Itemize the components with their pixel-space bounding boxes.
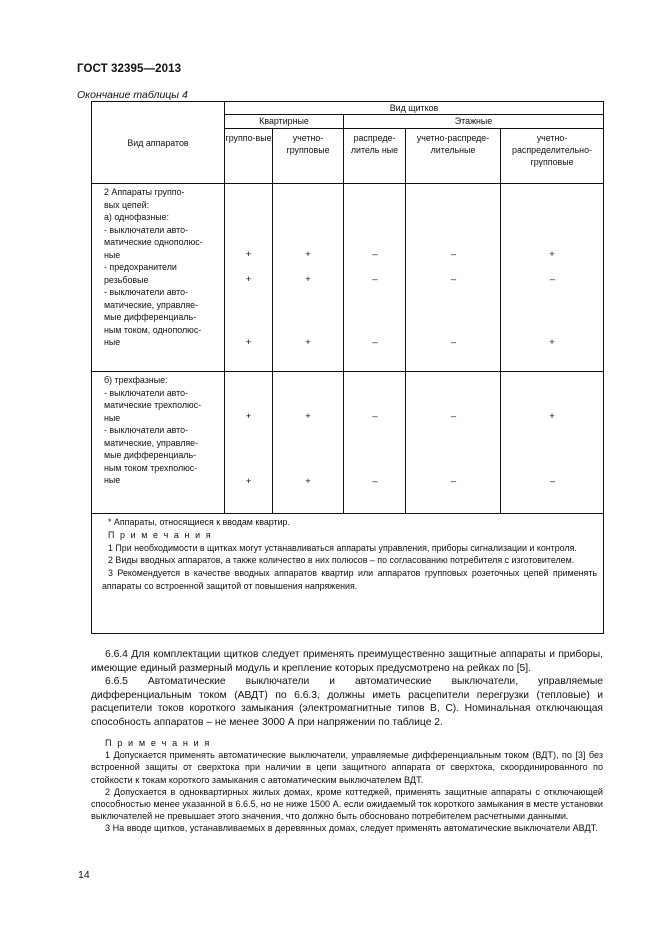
row-three-phase-label bbox=[92, 372, 225, 514]
body-text bbox=[91, 648, 603, 730]
row-text-line: матические, управляе- bbox=[104, 299, 199, 310]
header-apartment: Квартирные bbox=[225, 115, 344, 129]
row1-col-metering-group bbox=[273, 184, 344, 372]
row2-col-metering-distribution-group bbox=[501, 372, 604, 514]
dash-mark: – bbox=[450, 274, 456, 285]
dash-mark: – bbox=[372, 337, 377, 348]
plus-mark: + bbox=[305, 411, 311, 422]
dash-mark: – bbox=[372, 274, 377, 285]
table-4 bbox=[91, 101, 604, 634]
header-distribution: распреде-литель ные bbox=[344, 129, 406, 184]
row1-col-group bbox=[225, 184, 273, 372]
row-text-line: - предохранители bbox=[104, 262, 177, 272]
document-header: ГОСТ 32395—2013 bbox=[77, 63, 182, 75]
row-text-line: ным током трехполюс- bbox=[104, 462, 198, 473]
section-notes bbox=[91, 737, 603, 835]
row-text-line: матические, управляе- bbox=[104, 437, 199, 448]
section-note-2: 2 Допускается в одноквартирных жилых домах, кроме коттеджей, применять защитные аппараты с отключающей способностью менее указанной в 6.6.5, но не ниже 1500 А. если ожидаемый ток короткого замыкания в месте установки выключателей не превышает этого значения, что должно быть обосновано потребителем расчетными данными. bbox=[91, 786, 603, 822]
row-text-line: - выключатели авто- bbox=[104, 287, 189, 297]
row2-col-metering-distribution bbox=[406, 372, 501, 514]
table-caption: Окончание таблицы 4 bbox=[77, 89, 188, 101]
header-apparatus: Вид аппаратов bbox=[92, 102, 225, 184]
row-text-line: резьбовые bbox=[104, 274, 149, 285]
row-text-line: ные bbox=[104, 475, 121, 485]
row-group-circuits-label bbox=[92, 184, 225, 372]
table-note-3: 3 Рекомендуется в качестве вводных аппаратов квартир или аппаратов групповых розеточных цепей применять аппараты со встроенной защитой от повышения напряжения. bbox=[102, 568, 598, 591]
plus-mark: + bbox=[245, 274, 252, 285]
header-board-type: Вид щитков bbox=[225, 102, 604, 115]
row2-col-metering-group bbox=[273, 372, 344, 514]
row-text-line: мые дифференциаль- bbox=[104, 312, 197, 322]
plus-mark: + bbox=[305, 249, 311, 260]
section-notes-title: П р и м е ч а н и я bbox=[105, 738, 211, 748]
plus-mark: + bbox=[245, 249, 252, 260]
table-note-2: 2 Виды вводных аппаратов, а также количество в них полюсов – по согласованию потребителя с изготовителем. bbox=[108, 555, 575, 566]
row-text-line: а) однофазные: bbox=[104, 212, 170, 222]
row-text-line: матические трехполюс- bbox=[104, 400, 202, 410]
paragraph-6-6-4: 6.6.4 Для комплектации щитков следует применять преимущественно защитные аппараты и приборы, имеющие единый размерный модуль и крепление которых предусмотрено на рейках по [5]. bbox=[91, 649, 603, 674]
dash-mark: – bbox=[549, 476, 555, 487]
row-text-line: вых цепей: bbox=[104, 199, 150, 210]
row-text-line: - выключатели авто- bbox=[104, 224, 189, 235]
row-text-line: матические однополюс- bbox=[104, 237, 203, 247]
row-text-line: ные bbox=[104, 249, 121, 260]
paragraph-6-6-5: 6.6.5 Автоматические выключатели и автоматические выключатели, управляемые дифференциальным током (АВДТ) по 6.6.3, должны иметь расцепители перегрузки (тепловые) и расцепители токов короткого замыкания (электромагнитные типов В, С). Номинальная отключающая способность аппаратов – не менее 3000 А при напряжении по таблице 2. bbox=[91, 676, 603, 728]
dash-mark: – bbox=[549, 274, 555, 285]
dash-mark: – bbox=[450, 337, 456, 348]
plus-mark: + bbox=[549, 249, 555, 260]
row-text-line: - выключатели авто- bbox=[104, 425, 189, 435]
plus-mark: + bbox=[245, 411, 252, 422]
plus-mark: + bbox=[549, 411, 555, 422]
header-metering-distribution-group: учетно-распределительно-групповые bbox=[501, 129, 604, 184]
row-text-line: ные bbox=[104, 412, 121, 423]
row2-col-group bbox=[225, 372, 273, 514]
table-note-1: 1 При необходимости в щитках могут устанавливаться аппараты управления, приборы сигнализации и контроля. bbox=[108, 542, 577, 553]
table-notes-title: П р и м е ч а н и я bbox=[108, 529, 213, 540]
header-metering-distribution: учетно-распреде-лительные bbox=[406, 129, 501, 184]
row1-col-distribution bbox=[344, 184, 406, 372]
row-text-line: ным током, однополюс- bbox=[104, 324, 202, 335]
plus-mark: + bbox=[549, 337, 555, 348]
header-group: группо-вые bbox=[225, 129, 273, 184]
dash-mark: – bbox=[450, 249, 456, 260]
dash-mark: – bbox=[372, 476, 377, 487]
row-text-line: - выключатели авто- bbox=[104, 387, 189, 398]
header-metering-group: учетно-групповые bbox=[273, 129, 344, 184]
header-floor: Этажные bbox=[344, 115, 604, 129]
row-text-line: ные bbox=[104, 337, 121, 347]
dash-mark: – bbox=[450, 411, 456, 422]
dash-mark: – bbox=[450, 476, 456, 487]
plus-mark: + bbox=[305, 337, 311, 348]
plus-mark: + bbox=[245, 476, 252, 487]
dash-mark: – bbox=[372, 249, 377, 260]
table-footnote: * Аппараты, относящиеся к вводам квартир. bbox=[108, 517, 290, 527]
plus-mark: + bbox=[305, 274, 311, 285]
page-number: 14 bbox=[78, 869, 90, 881]
table-notes bbox=[92, 514, 604, 634]
dash-mark: – bbox=[372, 411, 377, 422]
row-text-line: 2 Аппараты группо- bbox=[104, 187, 185, 197]
row-text-line: мые дифференциаль- bbox=[104, 450, 197, 460]
section-note-1: 1 Допускается применять автоматические выключатели, управляемые дифференциальным током (ВДТ), по [3] без встроенной защиты от сверхтока при наличии в цепи защитного аппарата от сверхтока, скоординированного по стойкости к токам короткого замыкания с автоматическим выключателем ВДТ. bbox=[91, 750, 603, 785]
section-note-3: 3 На вводе щитков, устанавливаемых в деревянных домах, следует применять автоматические выключатели АВДТ. bbox=[105, 823, 598, 834]
row-text-line: б) трехфазные: bbox=[104, 375, 168, 385]
row2-col-distribution bbox=[344, 372, 406, 514]
row1-col-metering-distribution-group bbox=[501, 184, 604, 372]
plus-mark: + bbox=[305, 476, 311, 487]
plus-mark: + bbox=[245, 337, 252, 348]
row1-col-metering-distribution bbox=[406, 184, 501, 372]
